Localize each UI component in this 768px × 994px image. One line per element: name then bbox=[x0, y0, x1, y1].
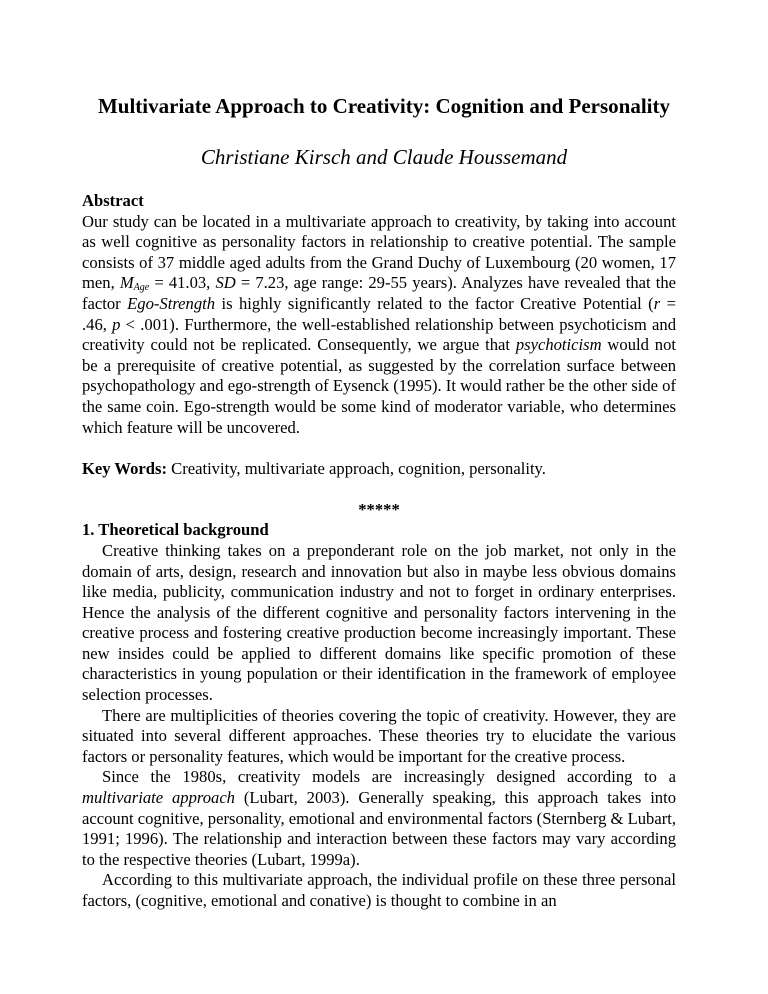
keywords-line bbox=[82, 459, 676, 480]
body-paragraph bbox=[82, 541, 676, 706]
italic-term: Age bbox=[133, 282, 150, 294]
paper-body bbox=[82, 191, 676, 912]
italic-term: r bbox=[653, 293, 661, 313]
text-run: (Lubart, 2003). Generally speaking, this approach takes into account cognitive, personality, emotional and environmental factors (Sternberg & Lubart, 1991; 1996). The relationship and interaction between these factors may vary according to the respective theories (Lubart, 1999a). bbox=[82, 788, 677, 869]
text-run: Since the 1980s, creativity models are increasingly designed according to a bbox=[102, 767, 676, 787]
text-run: = .46, bbox=[82, 293, 676, 334]
italic-term: psychoticism bbox=[515, 335, 602, 355]
body-paragraph bbox=[82, 767, 676, 870]
text-run: There are multiplicities of theories covering the topic of creativity. However, they are situated into several different approaches. These theories try to elucidate the various factors or personality features, which would be important for the creative process. bbox=[82, 705, 676, 766]
text-run: = 7.23, age range: 29-55 years). Analyzes have revealed that the factor bbox=[82, 273, 676, 313]
body-paragraph bbox=[82, 706, 676, 768]
abstract-heading: Abstract bbox=[82, 191, 144, 210]
body-paragraph bbox=[82, 870, 676, 911]
text-run: According to this multivariate approach, the individual profile on these three personal factors, (cognitive, emotional and conative) is thought to combine in an bbox=[82, 870, 676, 910]
abstract-text bbox=[82, 212, 676, 439]
italic-term: p bbox=[112, 314, 121, 334]
keywords-label: Key Words: bbox=[82, 459, 167, 479]
keywords-text: Creativity, multivariate approach, cognition, personality. bbox=[166, 459, 546, 479]
text-run: is highly significantly related to the factor Creative Potential ( bbox=[215, 293, 654, 313]
text-run: < .001). Furthermore, the well-established relationship between psychoticism and creativity could not be replicated. Consequently, we argue that bbox=[82, 314, 676, 355]
paper-title: Multivariate Approach to Creativity: Cognition and Personality bbox=[97, 94, 671, 118]
text-run: Our study can be located in a multivariate approach to creativity, by taking into account as well cognitive as personality factors in relationship to creative potential. The sample consists of 37 middle aged adults from the Grand Duchy of Luxembourg (20 women, 17 men, bbox=[82, 211, 676, 293]
italic-term: SD bbox=[215, 273, 236, 293]
section-separator: ***** bbox=[358, 499, 400, 519]
paper-authors: Christiane Kirsch and Claude Houssemand bbox=[200, 145, 568, 169]
text-run: Creative thinking takes on a preponderant role on the job market, not only in the domain of arts, design, research and innovation but also in maybe less obvious domains like media, publicity, communication industry and not to forget in ordinary enterprises. Hence the analysis of the different cognitive and personality factors intervening in the creative process and fostering creative production become increasingly important. These new insides could be applied to different domains like specific promotion of these characteristics in young population or their identification in the framework of employee selection processes. bbox=[82, 540, 676, 705]
italic-term: M bbox=[119, 273, 134, 293]
text-run: = 41.03, bbox=[149, 273, 216, 293]
italic-term: Ego-Strength bbox=[127, 293, 216, 313]
italic-term: multivariate approach bbox=[82, 788, 235, 808]
text-run: would not be a prerequisite of creative potential, as suggested by the correlation surface between psychopathology and ego-strength of Eysenck (1995). It would rather be the other side of the same coin. Ego-strength would be some kind of moderator variable, who determines which feature will be uncovered. bbox=[82, 335, 676, 437]
section-heading: 1. Theoretical background bbox=[82, 520, 269, 540]
